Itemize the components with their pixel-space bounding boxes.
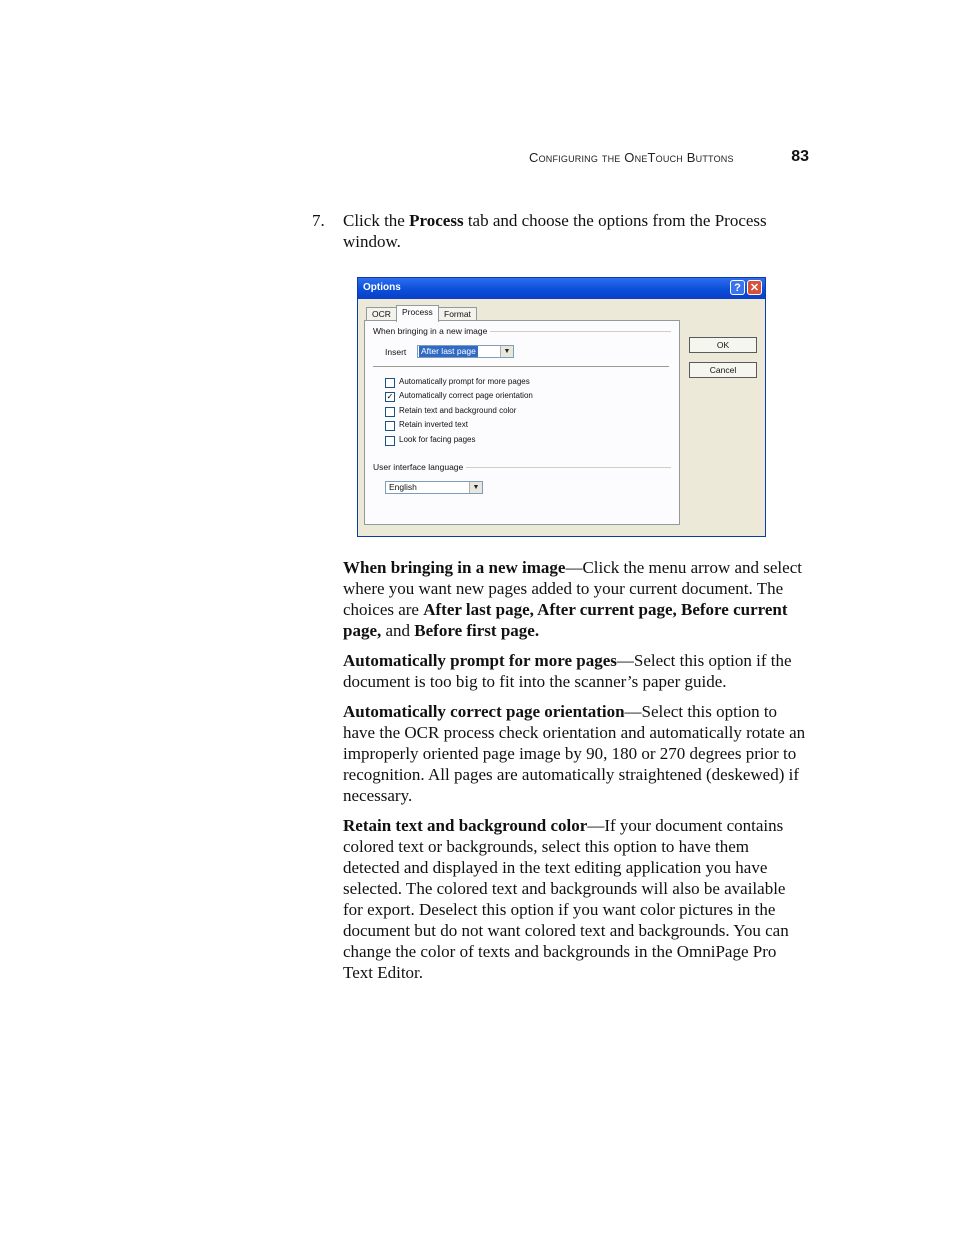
insert-label: Insert — [385, 347, 407, 357]
step-number: 7. — [312, 211, 325, 230]
chevron-down-icon[interactable]: ▼ — [469, 482, 482, 493]
step-text — [343, 210, 782, 252]
tab-process[interactable]: Process — [396, 305, 439, 322]
paragraph-retain-color — [343, 815, 809, 983]
checkbox-label: Retain inverted text — [399, 420, 468, 429]
step-text-c: tab and choose the options from the Process window. — [343, 211, 767, 251]
step-text-bold: Process — [409, 211, 464, 230]
ok-button[interactable]: OK — [689, 337, 757, 353]
insert-value: After last page — [421, 346, 476, 356]
paragraph-new-image — [343, 557, 809, 641]
paragraph-correct-orientation — [343, 701, 809, 806]
description: —Select this option to have the OCR process check orientation and automatically rotate an improperly oriented page image by 90, 180 or 270 degrees prior to recognition. All pages are automatically straightened (deskewed) if necessary. — [343, 702, 806, 805]
running-header — [529, 148, 809, 168]
page-number: 83 — [791, 148, 809, 165]
step-7 — [312, 210, 782, 252]
term: Automatically prompt for more pages — [343, 651, 617, 670]
help-icon[interactable]: ? — [730, 280, 745, 295]
term: When bringing in a new image — [343, 558, 566, 577]
description: —Click the menu arrow and select where you want new pages added to your current document. The choices are — [343, 558, 802, 619]
term: Automatically correct page orientation — [343, 702, 625, 721]
choice-last: Before first page. — [414, 621, 540, 640]
process-panel — [364, 320, 680, 525]
header-title: Configuring the OneTouch Buttons — [529, 150, 734, 165]
term: Retain text and background color — [343, 816, 588, 835]
checkbox-label: Look for facing pages — [399, 435, 476, 444]
cancel-button[interactable]: Cancel — [689, 362, 757, 378]
description: —Select this option if the document is too big to fit into the scanner’s paper guide. — [343, 651, 792, 691]
dialog-titlebar — [358, 278, 765, 299]
group-label-new-image: When bringing in a new image — [373, 326, 490, 336]
choices: After last page, After current page, Before current page, — [343, 600, 788, 640]
description: —If your document contains colored text or backgrounds, select this option to have them detected and displayed in the text editing application you have selected. The colored text and backgrounds will also be available for export. Deselect this option if you want color pictures in the document but do not want colored text and backgrounds. You can change the color of texts and backgrounds in the OmniPage Pro Text Editor. — [343, 816, 789, 982]
dialog-title: Options — [363, 282, 401, 293]
step-text-a: Click the — [343, 211, 410, 230]
tab-format[interactable]: Format — [438, 307, 477, 321]
tab-ocr[interactable]: OCR — [366, 307, 397, 321]
checkbox-label: Automatically correct page orientation — [399, 391, 533, 400]
language-value: English — [389, 482, 417, 492]
checkbox-box-checked[interactable]: ✓ — [386, 392, 394, 401]
checkbox-box[interactable] — [385, 407, 395, 417]
chevron-down-icon[interactable]: ▼ — [500, 346, 513, 357]
checkbox-label: Automatically prompt for more pages — [399, 377, 530, 386]
group-label-language: User interface language — [373, 462, 466, 472]
paragraph-prompt-more-pages — [343, 650, 809, 692]
close-icon[interactable]: ✕ — [747, 280, 762, 295]
language-dropdown[interactable] — [385, 481, 483, 494]
options-dialog — [357, 277, 766, 537]
checkbox-box[interactable] — [385, 421, 395, 431]
checkbox-label: Retain text and background color — [399, 406, 517, 415]
separator — [373, 366, 669, 367]
insert-dropdown[interactable] — [417, 345, 514, 358]
checkbox-box[interactable] — [385, 436, 395, 446]
checkbox-box[interactable] — [385, 378, 395, 388]
body-text — [343, 557, 809, 992]
conjunction: and — [381, 621, 415, 640]
